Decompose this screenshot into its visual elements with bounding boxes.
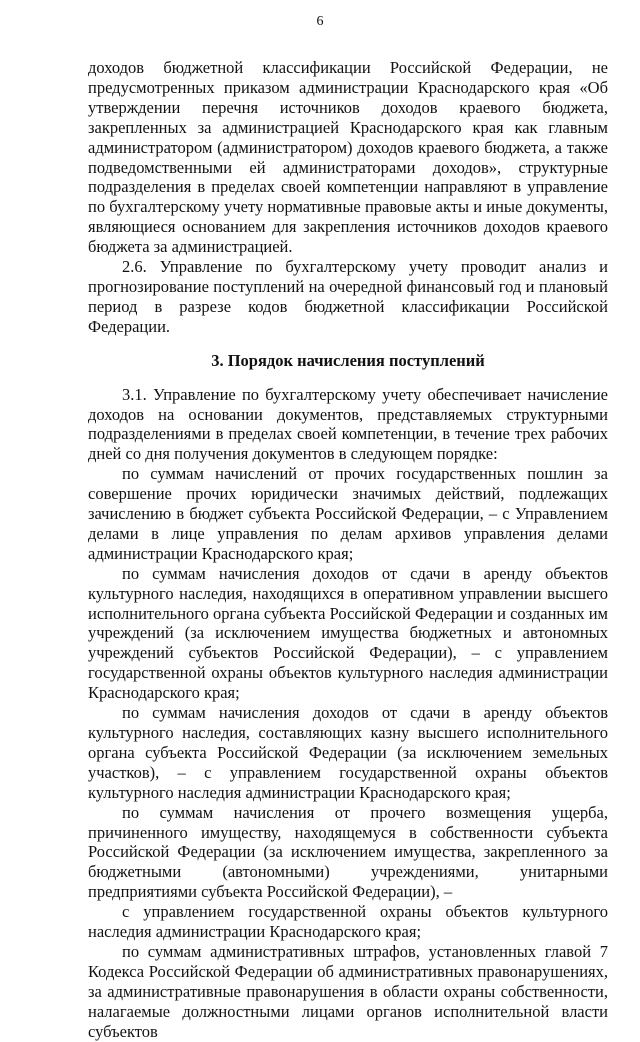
paragraph: доходов бюджетной классификации Российской Федерации, не предусмотренных приказом администрации Краснодарского края «Об утверждении перечня источников доходов краевого бюджета, закрепленных за администрацией Краснодарского края как главным администратором (администратором) доходов краевого бюджета, а также подведомственными ей администраторами доходов», структурные подразделения в пределах своей компетенции направляют в управление по бухгалтерскому учету нормативные правовые акты и иные документы, являющиеся основанием для закрепления источников доходов краевого бюджета за администрацией.: [88, 58, 608, 257]
paragraph: с управлением государственной охраны объектов культурного наследия администрации Краснодарского края;: [88, 902, 608, 942]
paragraphs-before: [88, 58, 608, 337]
paragraph: по суммам начисления от прочего возмещения ущерба, причиненного имуществу, находящемуся в собственности субъекта Российской Федерации (за исключением имущества, закрепленного за бюджетными (автономными) учреждениями, унитарными предприятиями субъекта Российской Федерации), –: [88, 802, 608, 902]
paragraph: 2.6. Управление по бухгалтерскому учету проводит анализ и прогнозирование поступлений на очередной финансовый год и плановый период в разрезе кодов бюджетной классификации Российской Федерации.: [88, 257, 608, 336]
paragraph: 3.1. Управление по бухгалтерскому учету обеспечивает начисление доходов на основании документов, представляемых структурными подразделениями в пределах своей компетенции, в течение трех рабочих дней со дня получения документов в следующем порядке:: [88, 384, 608, 464]
paragraph: по суммам начисления доходов от сдачи в аренду объектов культурного наследия, находящихся в оперативном управлении высшего исполнительного органа субъекта Российской Федерации и созданных им учреждений (за исключением имущества бюджетных и автономных учреждений субъектов Российской Федерации), – с управлением государственной охраны объектов культурного наследия администрации Краснодарского края;: [88, 563, 608, 703]
paragraph: по суммам административных штрафов, установленных главой 7 Кодекса Российской Федерации об административных правонарушениях, за административные правонарушения в области охраны собственности, налагаемые должностными лицами органов исполнительной власти субъектов: [88, 941, 608, 1041]
paragraph: по суммам начисления доходов от сдачи в аренду объектов культурного наследия, составляющих казну высшего исполнительного органа субъекта Российской Федерации (за исключением земельных участков), – с управлением государственной охраны объектов культурного наследия администрации Краснодарского края;: [88, 703, 608, 802]
page-number: 6: [316, 14, 324, 29]
document-body: [88, 58, 608, 1042]
paragraph: по суммам начислений от прочих государственных пошлин за совершение прочих юридически значимых действий, подлежащих зачислению в бюджет субъекта Российской Федерации, – с Управлением делами в лице управления по делам архивов управления делами администрации Краснодарского края;: [88, 464, 608, 563]
paragraphs-after: [88, 385, 608, 1042]
section-title: 3. Порядок начисления поступлений: [211, 350, 485, 370]
